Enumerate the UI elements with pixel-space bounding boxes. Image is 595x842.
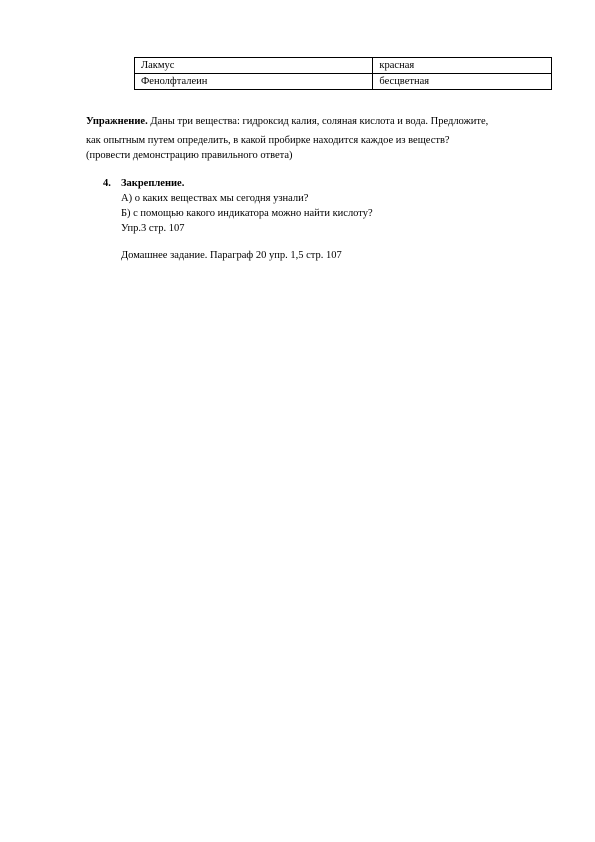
exercise-line-3: (провести демонстрацию правильного ответа) bbox=[86, 150, 293, 161]
table-cell-color: бесцветная bbox=[373, 74, 552, 90]
homework-text: Домашнее задание. Параграф 20 упр. 1,5 стр. 107 bbox=[121, 250, 342, 261]
table-cell-color: красная bbox=[373, 58, 552, 74]
table-cell-indicator: Фенолфталеин bbox=[135, 74, 373, 90]
list-item: Б) с помощью какого индикатора можно найти кислоту? bbox=[121, 208, 373, 219]
table-row bbox=[135, 58, 552, 74]
list-item: Упр.3 стр. 107 bbox=[121, 223, 185, 234]
table-row bbox=[135, 74, 552, 90]
exercise-label: Упражнение. bbox=[86, 116, 148, 127]
list-item: А) о каких веществах мы сегодня узнали? bbox=[121, 193, 309, 204]
review-questions bbox=[121, 191, 373, 236]
indicator-table bbox=[134, 57, 552, 90]
exercise-text-1: Даны три вещества: гидроксид калия, соляная кислота и вода. Предложите, bbox=[147, 116, 489, 127]
exercise-line-2: как опытным путем определить, в какой пробирке находится каждое из веществ? bbox=[86, 135, 450, 146]
section-number: 4. bbox=[103, 178, 111, 189]
table-cell-indicator: Лакмус bbox=[135, 58, 373, 74]
exercise-line-1 bbox=[86, 114, 556, 133]
section-heading bbox=[103, 176, 184, 191]
section-title: Закрепление. bbox=[121, 178, 185, 189]
exercise-paragraph bbox=[86, 114, 556, 163]
